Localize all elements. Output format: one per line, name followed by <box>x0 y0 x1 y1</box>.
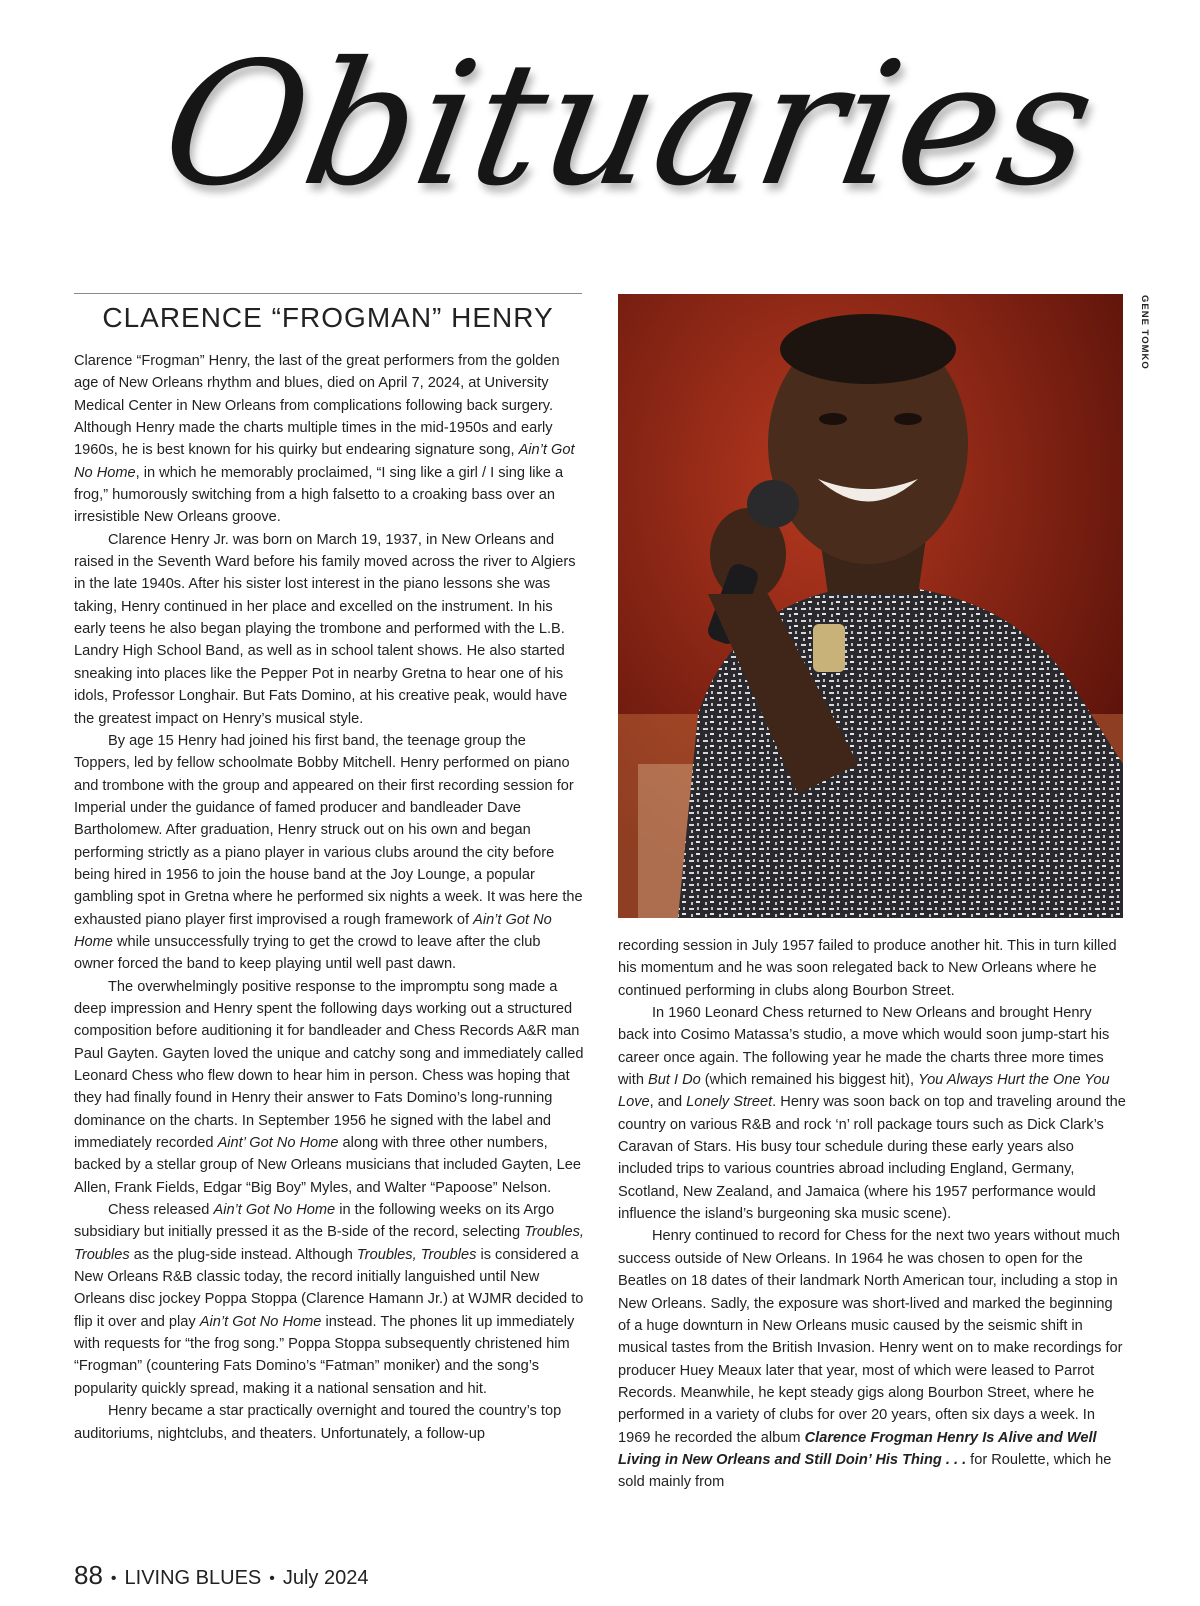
page-number: 88 <box>74 1560 103 1590</box>
paragraph: Henry became a star practically overnight and toured the country’s top auditoriums, nightclubs, and theaters. Unfortunately, a follow-up <box>74 1403 562 1442</box>
paragraph: Henry continued to record for Chess for the next two years without much success outside of New Orleans. In 1964 he was chosen to open for the Beatles on 18 dates of their landmark North American tour, including a stop in New Orleans. Sadly, the exposure was short-lived and marked the beginning of a huge downturn in New Orleans music caused by the seismic shift in musical tastes from the British Invasion. Henry went on to make recordings for producer Huey Meaux later that year, most of which were leased to Parrot Records. Meanwhile, he kept steady gigs along Bourbon Street, where he performed in a variety of clubs for over 20 years, often six days a week. In 1969 he recorded the album Clarence Frogman Henry Is Alive and Well Living in New Orleans and Still Doin’ His Thing . . . for Roulette, which he sold mainly from <box>618 1228 1123 1491</box>
photo-credit: GENE TOMKO <box>1139 295 1150 370</box>
bullet-separator: • <box>269 1569 275 1587</box>
headline-rule <box>74 293 582 294</box>
paragraph: Chess released Ain’t Got No Home in the following weeks on its Argo subsidiary but initially pressed it as the B-side of the record, selecting Troubles, Troubles as the plug-side instead. Although Troubles, Troubles is considered a New Orleans R&B classic today, the record initially languished until New Orleans disc jockey Poppa Stoppa (Clarence Hamann Jr.) at WJMR decided to flip it over and play Ain’t Got No Home instead. The phones lit up immediately with requests for “the frog song.” Poppa Stoppa subsequently christened him “Frogman” (countering Fats Domino’s “Fatman” moniker) and the song’s popularity quickly spread, making it a national sensation and hit. <box>74 1202 584 1397</box>
magazine-name: LIVING BLUES <box>124 1567 262 1589</box>
paragraph: By age 15 Henry had joined his first band, the teenage group the Toppers, led by fellow schoolmate Bobby Mitchell. Henry performed on piano and trombone with the group and appeared on their first recording session for Imperial under the guidance of famed producer and bandleader Dave Bartholomew. After graduation, Henry struck out on his own and began performing strictly as a piano player in various clubs around the city before being hired in 1956 to join the house band at the Joy Lounge, a popular gambling spot in Gretna where he performed six nights a week. It was here the exhausted piano player first improvised a rough framework of Ain’t Got No Home while unsuccessfully trying to get the crowd to leave after the club owner forced the band to keep playing until well past dawn. <box>74 732 583 973</box>
performer-photo <box>618 294 1123 918</box>
paragraph: In 1960 Leonard Chess returned to New Orleans and brought Henry back into Cosimo Matassa’s studio, a move which would soon jump-start his career once again. The following year he made the charts three more times with But I Do (which remained his biggest hit), You Always Hurt the One You Love, and Lonely Street. Henry was soon back on top and traveling around the country on various R&B and rock ‘n’ roll package tours such as Dick Clark’s Caravan of Stars. His busy tour schedule during these early years also included trips to various countries abroad including England, Germany, Scotland, New Zealand, and Jamaica (where his 1957 performance would influence the island’s burgeoning ska music scene). <box>618 1005 1126 1223</box>
paragraph: recording session in July 1957 failed to produce another hit. This in turn killed his momentum and he was soon relegated back to New Orleans where he continued performing in clubs along Bourbon Street. <box>618 938 1117 999</box>
issue-date: July 2024 <box>282 1567 369 1589</box>
article-column-right <box>618 935 1126 1494</box>
page-footer <box>74 1560 368 1591</box>
paragraph: Clarence Henry Jr. was born on March 19, 1937, in New Orleans and raised in the Seventh Ward before his family moved across the river to Algiers in the late 1940s. After his sister lost interest in the piano lessons she was taking, Henry continued in her place and excelled on the instrument. In his early teens he also began playing the trombone and performed with the L.B. Landry High School Band, as well as in school talent shows. He also started sneaking into places like the Pepper Pot in nearby Gretna to hear one of his idols, Professor Longhair. But Fats Domino, at his creative peak, would have the greatest impact on Henry’s musical style. <box>74 531 576 727</box>
masthead-title <box>0 26 1200 280</box>
bullet-separator: • <box>110 1569 117 1587</box>
album-title: Clarence Frogman Henry Is Alive and Well Living in New Orleans and Still Doin’ His Thing . . . <box>618 1429 1097 1468</box>
article-headline: CLARENCE “FROGMAN” HENRY <box>102 302 554 333</box>
paragraph: Clarence “Frogman” Henry, the last of the great performers from the golden age of New Orleans rhythm and blues, died on April 7, 2024, at University Medical Center in New Orleans from complications following back surgery. Although Henry made the charts multiple times in the mid-1950s and early 1960s, he is best known for his quirky but endearing signature song, Ain’t Got No Home, in which he memorably proclaimed, “I sing like a girl / I sing like a frog,” humorously switching from a high falsetto to a croaking bass over an irresistible New Orleans groove. <box>74 353 575 526</box>
masthead-title-text: Obituaries <box>149 26 1111 224</box>
paragraph: The overwhelmingly positive response to the impromptu song made a deep impression and Henry spent the following days working out a structured composition before auditioning it for bandleader and Chess Records A&R man Paul Gayten. Gayten loved the unique and catchy song and immediately called Leonard Chess who flew down to hear him in person. Chess was hoping that they had finally found in Henry their answer to Fats Domino’s long-running dominance on the charts. In September 1956 he signed with the label and immediately recorded Aint’ Got No Home along with three other numbers, backed by a stellar group of New Orleans musicians that included Gayten, Lee Allen, Frank Fields, Edgar “Big Boy” Myles, and Walter “Papoose” Nelson. <box>74 978 584 1196</box>
article-column-left <box>74 350 584 1445</box>
